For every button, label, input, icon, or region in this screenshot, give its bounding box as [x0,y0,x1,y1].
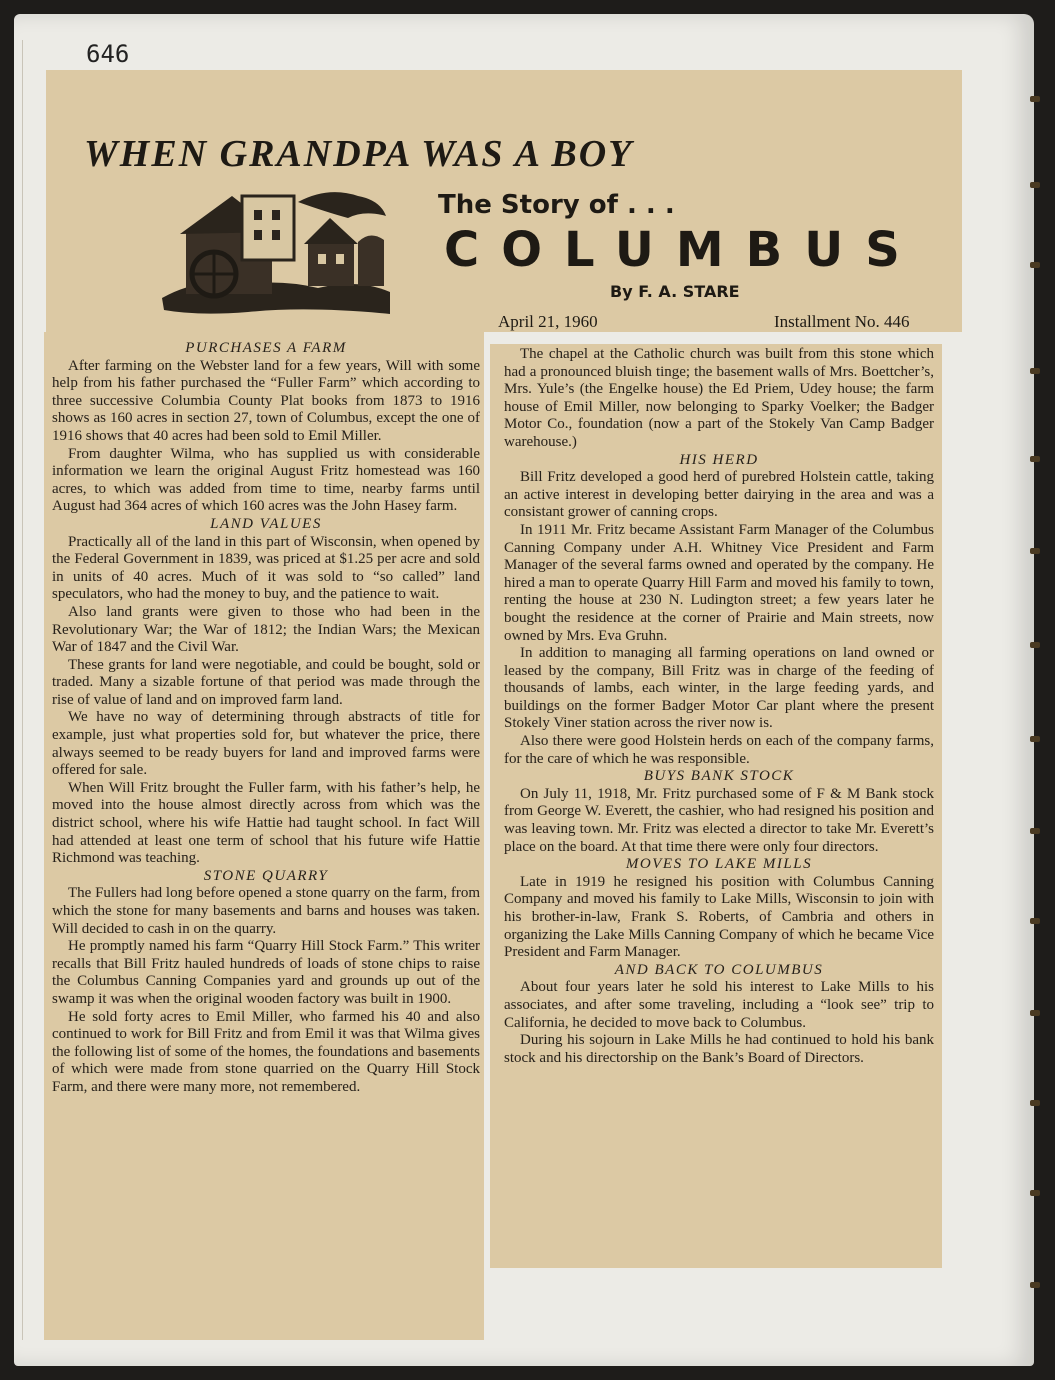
section-heading: MOVES TO LAKE MILLS [625,856,813,873]
page-number: 646 [86,40,130,68]
paragraph: We have no way of determining through abstracts of title for example, just what properties sold for, but whatever the price, there always seemed to be ready buyers for land and improved farms were offered for sale. [52,709,480,779]
paragraph: Also there were good Holstein herds on each of the company farms, for the care of which he was responsible. [504,733,934,767]
paragraph: From daughter Wilma, who has supplied us with considerable information we learn the original August Fritz homestead was 160 acres, to which was added from time to time, nearby farms until August had 364 acres of which 160 acres was the John Hasey farm. [52,445,480,515]
section-heading: STONE QUARRY [203,867,329,884]
section-heading: PURCHASES A FARM [185,340,347,356]
binder-ring [1030,548,1040,554]
story-of-label: The Story of . . . [438,190,675,220]
paragraph: Bill Fritz developed a good herd of purebred Holstein cattle, taking an active interest in developing better dairying in the area and was a consistant grower of canning crops. [504,469,934,521]
binder-ring [1030,1100,1040,1106]
mill-illustration [158,182,394,320]
binder-ring [1030,262,1040,268]
paragraph: Practically all of the land in this part of Wisconsin, when opened by the Federal Government in 1839, was priced at $1.25 per acre and sold in units of 40 acres. Much of it was sold to “so called” land speculators, who had the money to buy, and the patience to wait. [52,533,480,603]
paragraph: The Fullers had long before opened a stone quarry on the farm, from which the stone for many basements and barns and houses was taken. Will decided to cash in on the quarry. [52,885,480,937]
binder-ring [1030,736,1040,742]
paragraph: In addition to managing all farming operations on land owned or leased by the company, Bill Fritz was in charge of the feeding of thousands of lambs, each winter, in the large feeding yards, and buildings on the former Badger Motor Car plant where the present Stokely Viner station across the river now is. [504,645,934,732]
binder-ring [1030,642,1040,648]
byline: By F. A. STARE [610,282,740,301]
section-heading: LAND VALUES [210,515,322,532]
binder-ring [1030,368,1040,374]
binder-ring [1030,918,1040,924]
article-column-right [504,346,934,1067]
binder-ring [1030,96,1040,102]
headline: WHEN GRANDPA WAS A BOY [84,133,634,175]
paragraph: The chapel at the Catholic church was built from this stone which had a pronounced bluish tinge; the basement walls of Mrs. Boettcher’s, Mrs. Yule’s (the Engelke house) the Ed Priem, Udey house; the farm house of Emil Miller, now belonging to Sparky Voelker; the Badger Motor Co., foundation (now a part of the Stokely Van Camp Badger warehouse.) [504,346,934,450]
paragraph: These grants for land were negotiable, and could be bought, sold or traded. Many a sizable fortune of that period was made through the rise of value of land and on improved farm land. [52,656,480,708]
section-heading: AND BACK TO COLUMBUS [614,961,824,978]
paragraph: About four years later he sold his interest to Lake Mills to his associates, and after some traveling, including a “look see” trip to California, he decided to move back to Columbus. [504,979,934,1031]
paragraph: Late in 1919 he resigned his position with Columbus Canning Company and moved his family to Lake Mills, Wisconsin to join with his brother-in-law, Frank S. Roberts, of Cambria and others in organizing the Lake Mills Canning Company of which he became Vice President and Farm Manager. [504,873,934,961]
binder-ring [1030,1282,1040,1288]
publication-date: April 21, 1960 [498,312,598,331]
binder-ring [1030,456,1040,462]
city-title: COLUMBUS [444,222,922,278]
paragraph: On July 11, 1918, Mr. Fritz purchased some of F & M Bank stock from George W. Everett, the cashier, who had resigned his position and was leaving town. Mr. Fritz was elected a director to take Mr. Everett’s place on the board. At that time there were only four directors. [504,785,934,855]
paragraph: After farming on the Webster land for a few years, Will with some help from his father purchased the “Fuller Farm” which according to three successive Columbia County Plat books from 1873 to 1916 shows as 160 acres in section 27, town of Columbus, except the one of 1916 shows that 40 acres had been sold to Emil Miller. [52,357,480,444]
section-heading: BUYS BANK STOCK [643,768,795,785]
page-margin-line [22,40,23,1340]
article-column-left [52,340,480,1097]
paragraph: When Will Fritz brought the Fuller farm, with his father’s help, he moved into the house almost directly across from which was the district school, where his wife Hattie had taught school. In fact Will had attended at least one term of school that his future wife Hattie Richmond was teaching. [52,779,480,867]
section-heading: HIS HERD [679,451,759,468]
binder-ring [1030,828,1040,834]
paragraph: He sold forty acres to Emil Miller, who farmed his 40 and also continued to work for Bill Fritz and from Emil it was that Wilma gives the following list of some of the homes, the foundations and basements of which were made from stone quarried on the Quarry Hill Stock Farm, and there were many more, not remembered. [52,1008,480,1095]
paragraph: During his sojourn in Lake Mills he had continued to hold his bank stock and his directorship on the Bank’s Board of Directors. [504,1032,934,1066]
binder-ring [1030,1190,1040,1196]
installment-number: Installment No. 446 [774,312,910,331]
paragraph: In 1911 Mr. Fritz became Assistant Farm Manager of the Columbus Canning Company under A.H. Whitney Vice President and Farm Manager of the several farms owned and operated by the company. He hired a man to operate Quarry Hill Farm and moved his family to town, renting the house at 230 N. Ludington street; a few years later he bought the residence at the corner of Prairie and Main streets, now owned by Mrs. Eva Gruhn. [504,521,934,644]
paragraph: He promptly named his farm “Quarry Hill Stock Farm.” This writer recalls that Bill Fritz hauled hundreds of loads of stone chips to raise the Columbus Canning Companies yard and grounds up out of the swamp it was when the original wooden factory was built in 1900. [52,938,480,1007]
binder-ring [1030,1010,1040,1016]
binder-ring [1030,182,1040,188]
paragraph: Also land grants were given to those who had been in the Revolutionary War; the War of 1812; the Indian Wars; the Mexican War of 1847 and the Civil War. [52,603,480,656]
